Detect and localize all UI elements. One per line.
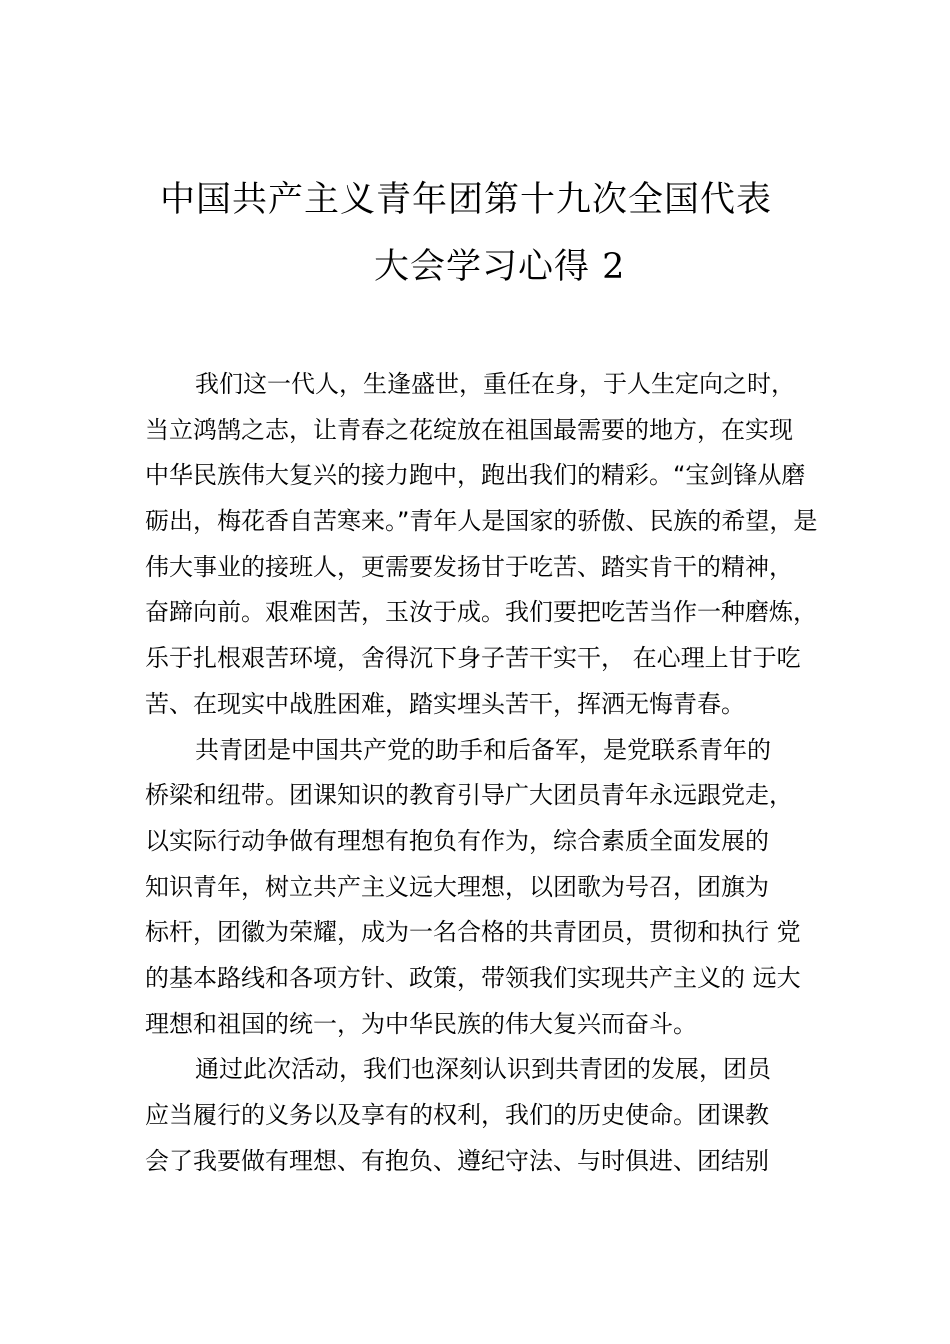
paragraph-3-line-3: 会了我要做有理想、有抱负、遵纪守法、与时俱进、团结别 xyxy=(145,1146,769,1175)
paragraph-2-line-3: 以实际行动争做有理想有抱负有作为，综合素质全面发展的 xyxy=(145,826,769,855)
document-body xyxy=(145,362,845,1184)
document-title-line-1: 中国共产主义青年团第十九次全国代表 xyxy=(160,180,773,220)
paragraph-2-line-5: 标杆，团徽为荣耀，成为一名合格的共青团员，贯彻和执行 党 xyxy=(145,918,801,947)
paragraph-1-line-3: 中华民族伟大复兴的接力跑中，跑出我们的精彩。“宝剑锋从磨 xyxy=(145,461,806,490)
paragraph-1-line-2: 当立鸿鹄之志，让青春之花绽放在祖国最需要的地方，在实现 xyxy=(145,415,793,444)
paragraph-1-line-7: 乐于扎根艰苦环境，舍得沉下身子苦干实干， 在心理上甘于吃 xyxy=(145,644,801,673)
document-title-line-2: 大会学习心得 2 xyxy=(374,247,626,287)
paragraph-1-line-8: 苦、在现实中战胜困难，踏实埋头苦干，挥洒无悔青春。 xyxy=(145,689,745,718)
paragraph-2-line-4: 知识青年，树立共产主义远大理想，以团歌为号召，团旗为 xyxy=(145,872,769,901)
paragraph-1-line-1: 我们这一代人，生逢盛世，重任在身，于人生定向之时， xyxy=(195,370,795,398)
paragraph-2-line-2: 桥梁和纽带。团课知识的教育引导广大团员青年永远跟党走， xyxy=(145,781,793,810)
paragraph-3-line-2: 应当履行的义务以及享有的权利，我们的历史使命。团课教 xyxy=(145,1101,769,1129)
paragraph-2-line-7: 理想和祖国的统一，为中华民族的伟大复兴而奋斗。 xyxy=(145,1009,697,1038)
paragraph-2-line-1: 共青团是中国共产党的助手和后备军，是党联系青年的 xyxy=(195,735,771,764)
paragraph-2-line-6: 的基本路线和各项方针、政策，带领我们实现共产主义的 远大 xyxy=(145,963,801,992)
paragraph-1-line-4: 砺出，梅花香自苦寒来。”青年人是国家的骄傲、民族的希望，是 xyxy=(145,507,818,536)
paragraph-1-line-6: 奋蹄向前。艰难困苦，玉汝于成。我们要把吃苦当作一种磨炼， xyxy=(145,598,817,627)
paragraph-1-line-5: 伟大事业的接班人，更需要发扬甘于吃苦、踏实肯干的精神， xyxy=(145,552,793,581)
paragraph-3-line-1: 通过此次活动，我们也深刻认识到共青团的发展，团员 xyxy=(195,1055,771,1084)
